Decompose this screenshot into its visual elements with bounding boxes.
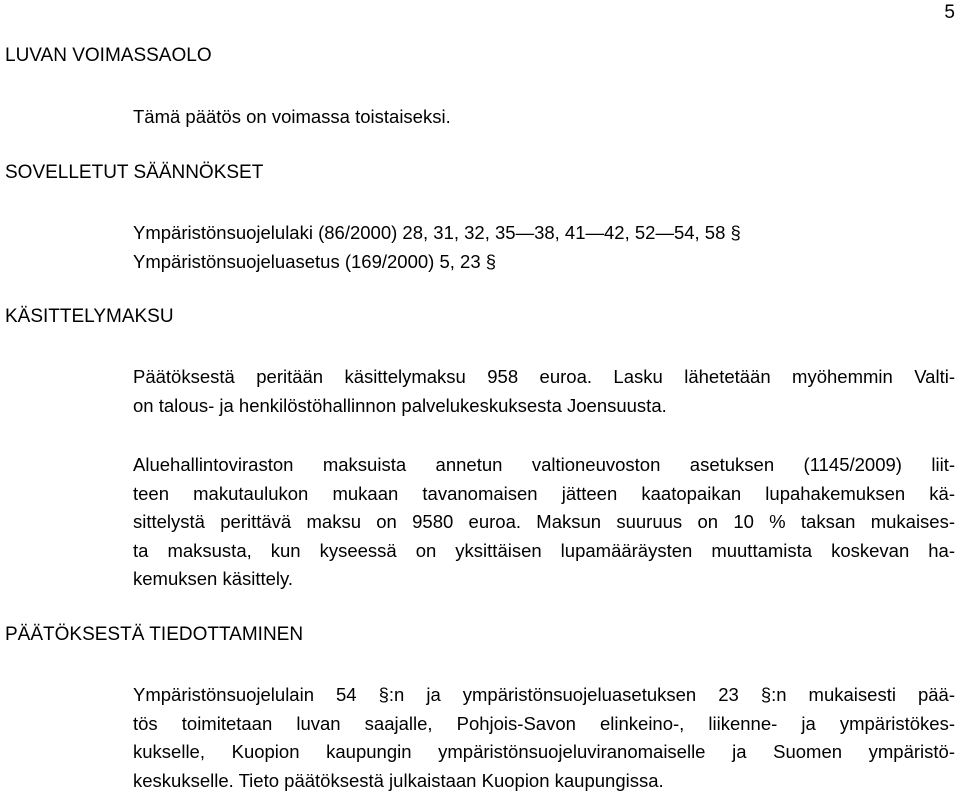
heading-notification: PÄÄTÖKSESTÄ TIEDOTTAMINEN bbox=[5, 624, 304, 645]
text-line: Ympäristönsuojelulain 54 §:n ja ympäristönsuojeluasetuksen 23 §:n mukaisesti pää- bbox=[133, 684, 955, 705]
text-line: kemuksen käsittely. bbox=[133, 568, 294, 589]
text-line: Aluehallintoviraston maksuista annetun valtioneuvoston asetuksen (1145/2009) liit- bbox=[133, 454, 955, 475]
fee-paragraph-1 bbox=[133, 363, 955, 420]
page-number: 5 bbox=[944, 2, 955, 23]
fee-paragraph-2 bbox=[133, 451, 955, 594]
notification-text bbox=[133, 681, 955, 795]
text-line: Ympäristönsuojelulaki (86/2000) 28, 31, 32, 35―38, 41―42, 52―54, 58 § bbox=[133, 222, 741, 243]
text-line: Päätöksestä peritään käsittelymaksu 958 euroa. Lasku lähetetään myöhemmin Valti- bbox=[133, 366, 955, 387]
regulations-text bbox=[133, 219, 955, 276]
text-line: kukselle, Kuopion kaupungin ympäristönsuojeluviranomaiselle ja Suomen ympäristö- bbox=[133, 741, 955, 762]
heading-fee: KÄSITTELYMAKSU bbox=[5, 306, 174, 327]
text-line: Ympäristönsuojeluasetus (169/2000) 5, 23 § bbox=[133, 250, 497, 272]
text-line: keskukselle. Tieto päätöksestä julkaistaan Kuopion kaupungissa. bbox=[133, 769, 664, 791]
text-line: on talous- ja henkilöstöhallinnon palvelukeskuksesta Joensuusta. bbox=[133, 394, 667, 416]
text-line: teen makutaulukon mukaan tavanomaisen jätteen kaatopaikan lupahakemuksen kä- bbox=[133, 482, 955, 504]
heading-validity: LUVAN VOIMASSAOLO bbox=[5, 45, 212, 66]
text-line: Tämä päätös on voimassa toistaiseksi. bbox=[133, 106, 451, 127]
text-line: ta maksusta, kun kyseessä on yksittäisen lupamääräysten muuttamista koskevan ha- bbox=[133, 539, 955, 561]
text-line: sittelystä perittävä maksu on 9580 euroa. Maksun suuruus on 10 % taksan mukaises- bbox=[133, 511, 955, 532]
text-line: tös toimitetaan luvan saajalle, Pohjois-Savon elinkeino-, liikenne- ja ympäristökes- bbox=[133, 712, 955, 734]
validity-text bbox=[133, 103, 955, 132]
heading-regulations: SOVELLETUT SÄÄNNÖKSET bbox=[5, 162, 264, 183]
